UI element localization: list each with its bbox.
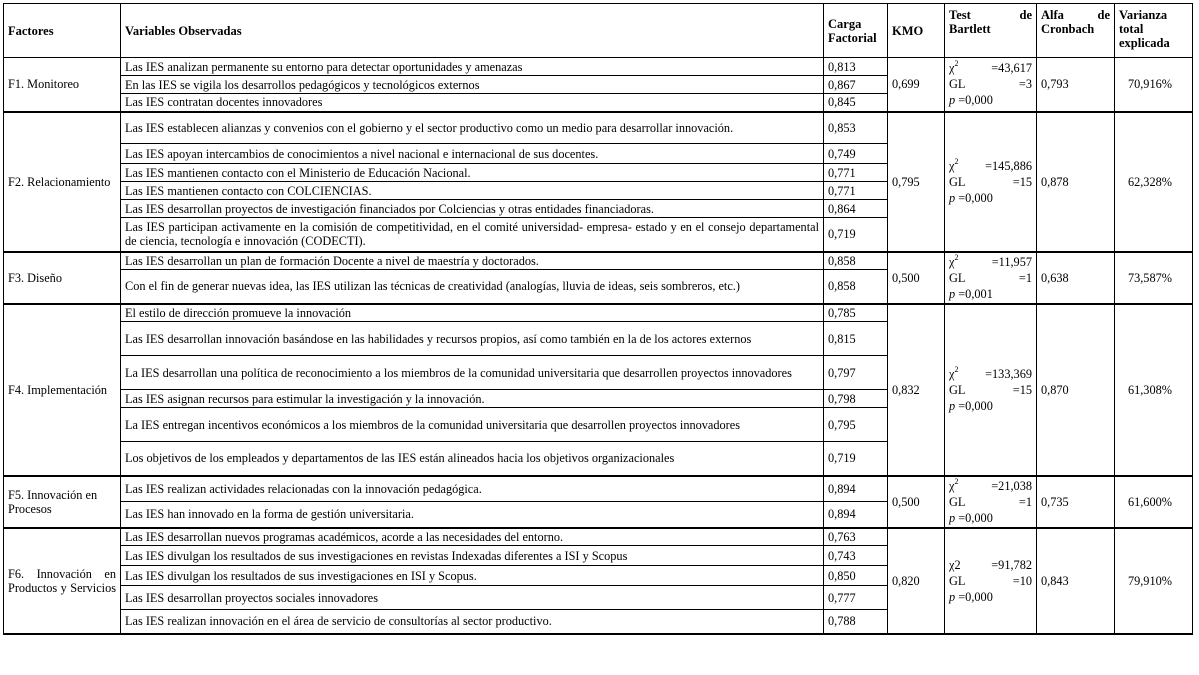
gl-label: GL — [949, 270, 966, 285]
chi-superscript: 2 — [954, 156, 959, 166]
carga-cell: 0,858 — [824, 270, 888, 304]
p-label: p — [949, 510, 956, 525]
carga-cell: 0,894 — [824, 476, 888, 502]
variable-cell: Las IES desarrollan un plan de formación Docente a nivel de maestría y doctorados. — [121, 252, 824, 270]
variable-cell: El estilo de dirección promueve la innovación — [121, 304, 824, 322]
variable-cell: Las IES divulgan los resultados de sus investigaciones en ISI y Scopus. — [121, 566, 824, 586]
alfa-cell: 0,843 — [1037, 528, 1115, 634]
p-value: =0,000 — [958, 93, 993, 108]
bartlett-cell — [945, 528, 1037, 634]
table-row — [4, 476, 1193, 502]
bartlett-cell — [945, 112, 1037, 252]
table-row — [4, 252, 1193, 270]
alfa-cell: 0,735 — [1037, 476, 1115, 528]
gl-label: GL — [949, 494, 966, 509]
variable-cell: Las IES establecen alianzas y convenios con el gobierno y el sector productivo como un medio para desarrollar innovación. — [121, 112, 824, 144]
header-bartlett-name: Bartlett — [949, 22, 991, 36]
chi-superscript: 2 — [954, 252, 959, 262]
header-bartlett-de: de — [1019, 8, 1032, 22]
carga-cell: 0,749 — [824, 144, 888, 164]
table-row — [4, 304, 1193, 322]
header-alfa-word: Alfa — [1041, 8, 1064, 22]
header-variables: Variables Observadas — [121, 4, 824, 58]
chi-superscript: 2 — [954, 476, 959, 486]
variable-cell: Las IES apoyan intercambios de conocimientos a nivel nacional e internacional de sus docentes. — [121, 144, 824, 164]
gl-value: =15 — [1012, 174, 1032, 189]
kmo-cell: 0,500 — [888, 476, 945, 528]
bartlett-cell — [945, 476, 1037, 528]
varianza-cell: 61,308% — [1115, 304, 1193, 476]
carga-cell: 0,845 — [824, 94, 888, 112]
bartlett-cell — [945, 252, 1037, 304]
variable-cell: Las IES desarrollan innovación basándose en las habilidades y recursos propios, así como también en la de los actores externos — [121, 322, 824, 356]
carga-cell: 0,788 — [824, 610, 888, 634]
carga-cell: 0,864 — [824, 200, 888, 218]
variable-cell: Las IES participan activamente en la comisión de competitividad, en el comité universidad- empresa- estado y en el consejo departamental de ciencia, tecnología e innovación (CODECTI). — [121, 218, 824, 252]
table-row — [4, 58, 1193, 76]
carga-cell: 0,771 — [824, 182, 888, 200]
kmo-cell: 0,832 — [888, 304, 945, 476]
chi-value: =133,369 — [985, 366, 1032, 381]
gl-label: GL — [949, 174, 966, 189]
variable-cell: Con el fin de generar nuevas idea, las IES utilizan las técnicas de creatividad (analogías, lluvia de ideas, seis sombreros, etc.) — [121, 270, 824, 304]
carga-cell: 0,763 — [824, 528, 888, 546]
alfa-cell: 0,870 — [1037, 304, 1115, 476]
kmo-cell: 0,500 — [888, 252, 945, 304]
bartlett-cell — [945, 304, 1037, 476]
carga-cell: 0,858 — [824, 252, 888, 270]
p-value: =0,000 — [958, 190, 993, 205]
chi-value: =21,038 — [991, 478, 1032, 493]
factor-label: F1. Monitoreo — [4, 58, 121, 112]
variable-cell: La IES desarrollan una política de reconocimiento a los miembros de la comunidad universitaria que desarrollen proyectos innovadores — [121, 356, 824, 390]
table-row — [4, 112, 1193, 144]
factor-label: F5. Innovación en Procesos — [4, 476, 121, 528]
header-varianza: Varianza total explicada — [1115, 4, 1193, 58]
varianza-cell: 62,328% — [1115, 112, 1193, 252]
variable-cell: Las IES divulgan los resultados de sus investigaciones en revistas Indexadas diferentes a ISI y Scopus — [121, 546, 824, 566]
varianza-cell: 73,587% — [1115, 252, 1193, 304]
chi-symbol: χ — [949, 478, 955, 493]
carga-cell: 0,743 — [824, 546, 888, 566]
header-factores: Factores — [4, 4, 121, 58]
varianza-cell: 70,916% — [1115, 58, 1193, 112]
gl-value: =10 — [1012, 573, 1032, 588]
chi-symbol: χ — [949, 254, 955, 269]
kmo-cell: 0,820 — [888, 528, 945, 634]
p-label: p — [949, 93, 956, 108]
chi-symbol: χ — [949, 366, 955, 381]
variable-cell: En las IES se vigila los desarrollos pedagógicos y tecnológicos externos — [121, 76, 824, 94]
carga-cell: 0,850 — [824, 566, 888, 586]
factor-label: F2. Relacionamiento — [4, 112, 121, 252]
gl-value: =15 — [1012, 382, 1032, 397]
carga-cell: 0,797 — [824, 356, 888, 390]
variable-cell: Las IES realizan actividades relacionadas con la innovación pedagógica. — [121, 476, 824, 502]
varianza-cell: 61,600% — [1115, 476, 1193, 528]
variable-cell: Las IES desarrollan proyectos sociales innovadores — [121, 586, 824, 610]
variable-cell: Las IES realizan innovación en el área de servicio de consultorías al sector productivo. — [121, 610, 824, 634]
alfa-cell: 0,878 — [1037, 112, 1115, 252]
header-bartlett — [945, 4, 1037, 58]
header-alfa-de: de — [1097, 8, 1110, 22]
variable-cell: Las IES contratan docentes innovadores — [121, 94, 824, 112]
variable-cell: Las IES mantienen contacto con el Ministerio de Educación Nacional. — [121, 164, 824, 182]
chi-symbol: χ — [949, 158, 955, 173]
gl-value: =1 — [1018, 494, 1032, 509]
factor-label: F6. Innovación en Productos y Servicios — [4, 528, 121, 634]
alfa-cell: 0,638 — [1037, 252, 1115, 304]
variable-cell: Los objetivos de los empleados y departamentos de las IES están alineados hacia los objetivos organizacionales — [121, 442, 824, 476]
factor-label: F4. Implementación — [4, 304, 121, 476]
kmo-cell: 0,699 — [888, 58, 945, 112]
chi-value: =91,782 — [991, 557, 1032, 572]
chi-value: =43,617 — [991, 61, 1032, 76]
gl-label: GL — [949, 77, 966, 92]
variable-cell: Las IES analizan permanente su entorno para detectar oportunidades y amenazas — [121, 58, 824, 76]
variable-cell: Las IES asignan recursos para estimular la investigación y la innovación. — [121, 390, 824, 408]
carga-cell: 0,777 — [824, 586, 888, 610]
header-kmo: KMO — [888, 4, 945, 58]
gl-value: =3 — [1018, 77, 1032, 92]
p-value: =0,000 — [958, 510, 993, 525]
carga-cell: 0,719 — [824, 218, 888, 252]
gl-value: =1 — [1018, 270, 1032, 285]
p-label: p — [949, 286, 956, 301]
p-value: =0,000 — [958, 398, 993, 413]
p-label: p — [949, 589, 956, 604]
variable-cell: Las IES desarrollan proyectos de investigación financiados por Colciencias y otras entidades financiadoras. — [121, 200, 824, 218]
chi-superscript: 2 — [954, 364, 959, 374]
varianza-cell: 79,910% — [1115, 528, 1193, 634]
chi-superscript: 2 — [954, 59, 959, 69]
variable-cell: La IES entregan incentivos económicos a los miembros de la comunidad universitaria que desarrollen proyectos innovadores — [121, 408, 824, 442]
chi-symbol: χ — [949, 61, 955, 76]
gl-label: GL — [949, 573, 966, 588]
carga-cell: 0,798 — [824, 390, 888, 408]
header-row — [4, 4, 1193, 58]
gl-label: GL — [949, 382, 966, 397]
carga-cell: 0,795 — [824, 408, 888, 442]
header-carga: Carga Factorial — [824, 4, 888, 58]
carga-cell: 0,853 — [824, 112, 888, 144]
factor-analysis-table — [3, 3, 1193, 635]
carga-cell: 0,894 — [824, 502, 888, 528]
variable-cell: Las IES mantienen contacto con COLCIENCIAS. — [121, 182, 824, 200]
carga-cell: 0,815 — [824, 322, 888, 356]
carga-cell: 0,771 — [824, 164, 888, 182]
carga-cell: 0,785 — [824, 304, 888, 322]
chi-symbol: χ2 — [949, 557, 961, 572]
header-alfa-cronbach: Cronbach — [1041, 22, 1095, 36]
carga-cell: 0,867 — [824, 76, 888, 94]
header-alfa — [1037, 4, 1115, 58]
p-value: =0,001 — [958, 286, 993, 301]
kmo-cell: 0,795 — [888, 112, 945, 252]
bartlett-cell — [945, 58, 1037, 112]
variable-cell: Las IES desarrollan nuevos programas académicos, acorde a las necesidades del entorno. — [121, 528, 824, 546]
header-bartlett-test: Test — [949, 8, 971, 22]
p-value: =0,000 — [958, 589, 993, 604]
p-label: p — [949, 190, 956, 205]
p-label: p — [949, 398, 956, 413]
carga-cell: 0,813 — [824, 58, 888, 76]
factor-label: F3. Diseño — [4, 252, 121, 304]
alfa-cell: 0,793 — [1037, 58, 1115, 112]
variable-cell: Las IES han innovado en la forma de gestión universitaria. — [121, 502, 824, 528]
chi-value: =11,957 — [991, 254, 1032, 269]
chi-value: =145,886 — [985, 158, 1032, 173]
carga-cell: 0,719 — [824, 442, 888, 476]
table-body — [4, 58, 1193, 634]
table-row — [4, 528, 1193, 546]
